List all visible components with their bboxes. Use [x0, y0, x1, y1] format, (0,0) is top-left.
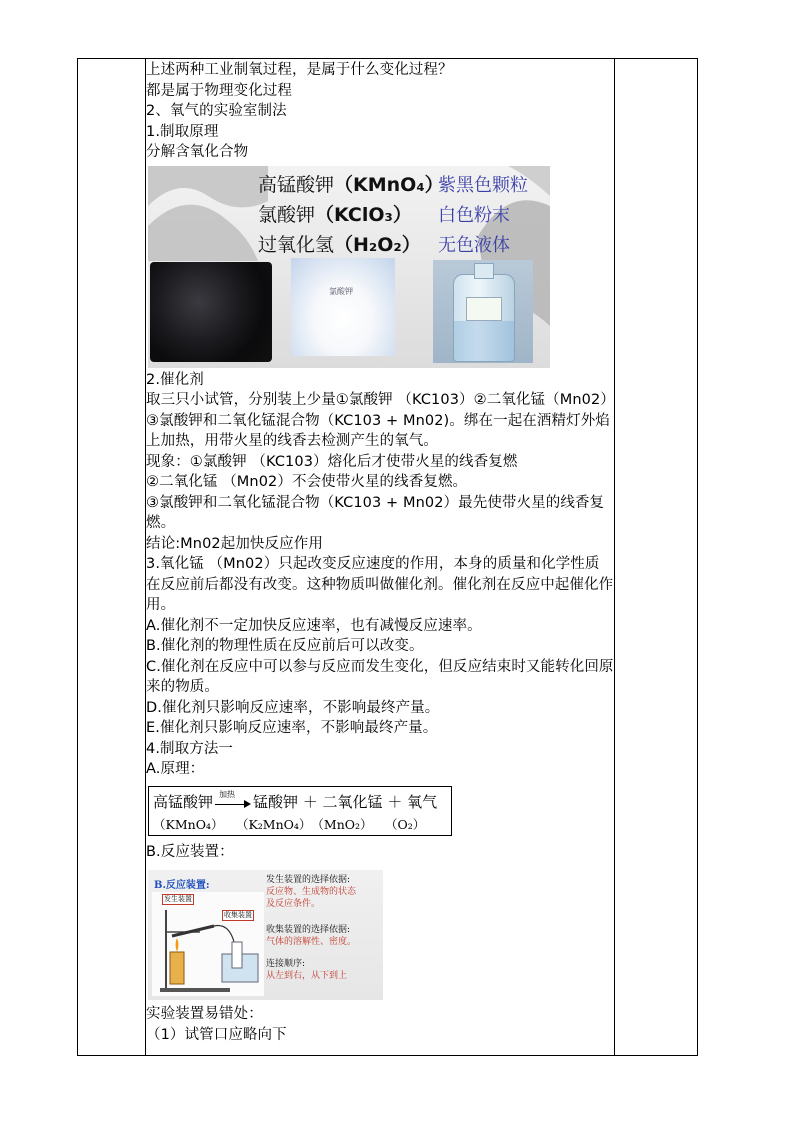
paragraph: ③氯酸钾和二氧化锰混合物（KC103 + Mn02）最先使带火星的线香复燃。 [146, 494, 605, 531]
potassium-chlorate-photo [291, 258, 395, 356]
note-heading: 连接顺序: [266, 959, 306, 969]
list-item: A.催化剂不一定加快反应速率，也有减慢反应速率。 [146, 617, 482, 634]
list-item: B.催化剂的物理性质在反应前后可以改变。 [146, 638, 424, 654]
text-line: 实验装置易错处： [146, 1006, 263, 1022]
question-line: 上述两种工业制氧过程，是属于什么变化过程？ [146, 62, 453, 78]
list-item: E.催化剂只影响反应速率，不影响最终产量。 [146, 720, 438, 736]
note-text: 从左到右，从下到上 [266, 971, 348, 981]
note-text: 及反应条件。 [266, 899, 321, 909]
equation-formulas: （KMnO₄） （K₂MnO₄） （MnO₂） （O₂） [153, 816, 426, 832]
equation-words [153, 791, 437, 812]
hydrogen-peroxide-photo [433, 260, 533, 363]
products: 锰酸钾 ＋ 二氧化锰 ＋ 氧气 [253, 792, 438, 811]
note-text: 反应物、生成物的状态 [266, 887, 357, 897]
figure-title: B.反应装置: [154, 880, 210, 891]
compound-description: 白色粉末 [438, 204, 510, 226]
arrow-icon [215, 789, 251, 809]
photo-label: 氯酸钾 [329, 286, 353, 296]
subheading: A.原理： [146, 761, 205, 777]
list-item: C.催化剂在反应中可以参与反应而发生变化，但反应结束时又能转化回原来的物质。 [146, 658, 614, 695]
paragraph: ②二氧化锰 （Mn02）不会使带火星的线香复燃。 [146, 474, 468, 490]
subheading: 2.催化剂 [146, 371, 204, 388]
answer-line: 都是属于物理变化过程 [146, 82, 292, 99]
collector-label: 收集装置 [224, 911, 252, 919]
compound-description: 紫黑色颗粒 [438, 174, 528, 196]
subheading: 4.制取方法一 [146, 740, 234, 757]
compound-formula: （KMnO₄） [334, 173, 444, 196]
reaction-equation [148, 786, 452, 836]
compound-name: 氯酸钾 [258, 203, 316, 226]
compound-name: 过氧化氢 [258, 233, 335, 256]
section-heading: 2、氧气的实验室制法 [146, 103, 287, 119]
bottle-icon [453, 274, 515, 362]
text-line: 分解含氧化合物 [146, 144, 249, 160]
paragraph: 3.氧化锰 （Mn02）只起改变反应速度的作用，本身的质量和化学性质在反应前后都没有改变。这种物质叫做催化剂。催化剂在反应中起催化作用。 [146, 556, 614, 613]
paragraph: 取三只小试管，分别装上少量①氯酸钾 （KC103）②二氧化锰（Mn02）③氯酸钾和二氧化锰混合物（KC103 + Mn02)。绑在一起在酒精灯外焰上加热，用带火星的线香去检测产生的氧气。 [146, 392, 610, 449]
compound-name: 高锰酸钾 [258, 173, 335, 196]
condition-label: 加热 [219, 789, 236, 799]
lesson-content [146, 60, 614, 1045]
compound-formula: （H₂O₂） [334, 233, 421, 256]
note-text: 气体的溶解性、密度。 [266, 937, 357, 947]
compound-description: 无色液体 [438, 234, 510, 256]
paragraph: 现象：①氯酸钾 （KC103）熔化后才使带火星的线香复燃 [146, 453, 518, 470]
apparatus-figure [148, 870, 383, 1000]
compound-formula: （KClO₃） [315, 203, 412, 226]
reactant: 高锰酸钾 [153, 792, 214, 811]
generator-label: 发生装置 [164, 895, 192, 903]
paragraph: 结论:Mn02起加快反应作用 [146, 535, 323, 552]
note-heading: 发生装置的选择依据: [266, 875, 351, 885]
subheading: B.反应装置： [146, 843, 234, 860]
list-item: D.催化剂只影响反应速率，不影响最终产量。 [146, 699, 440, 716]
apparatus-icon [152, 892, 264, 996]
compounds-figure [148, 166, 550, 368]
note-heading: 收集装置的选择依据: [266, 925, 351, 935]
apparatus-drawing [152, 892, 264, 996]
subheading: 1.制取原理 [146, 123, 219, 140]
apparatus-notes [266, 874, 380, 996]
list-item: （1）试管口应略向下 [146, 1026, 287, 1043]
column-divider [614, 59, 615, 1055]
compound-row [258, 200, 412, 227]
compound-row [258, 170, 444, 197]
potassium-permanganate-photo [150, 262, 272, 362]
compound-row [258, 230, 421, 257]
